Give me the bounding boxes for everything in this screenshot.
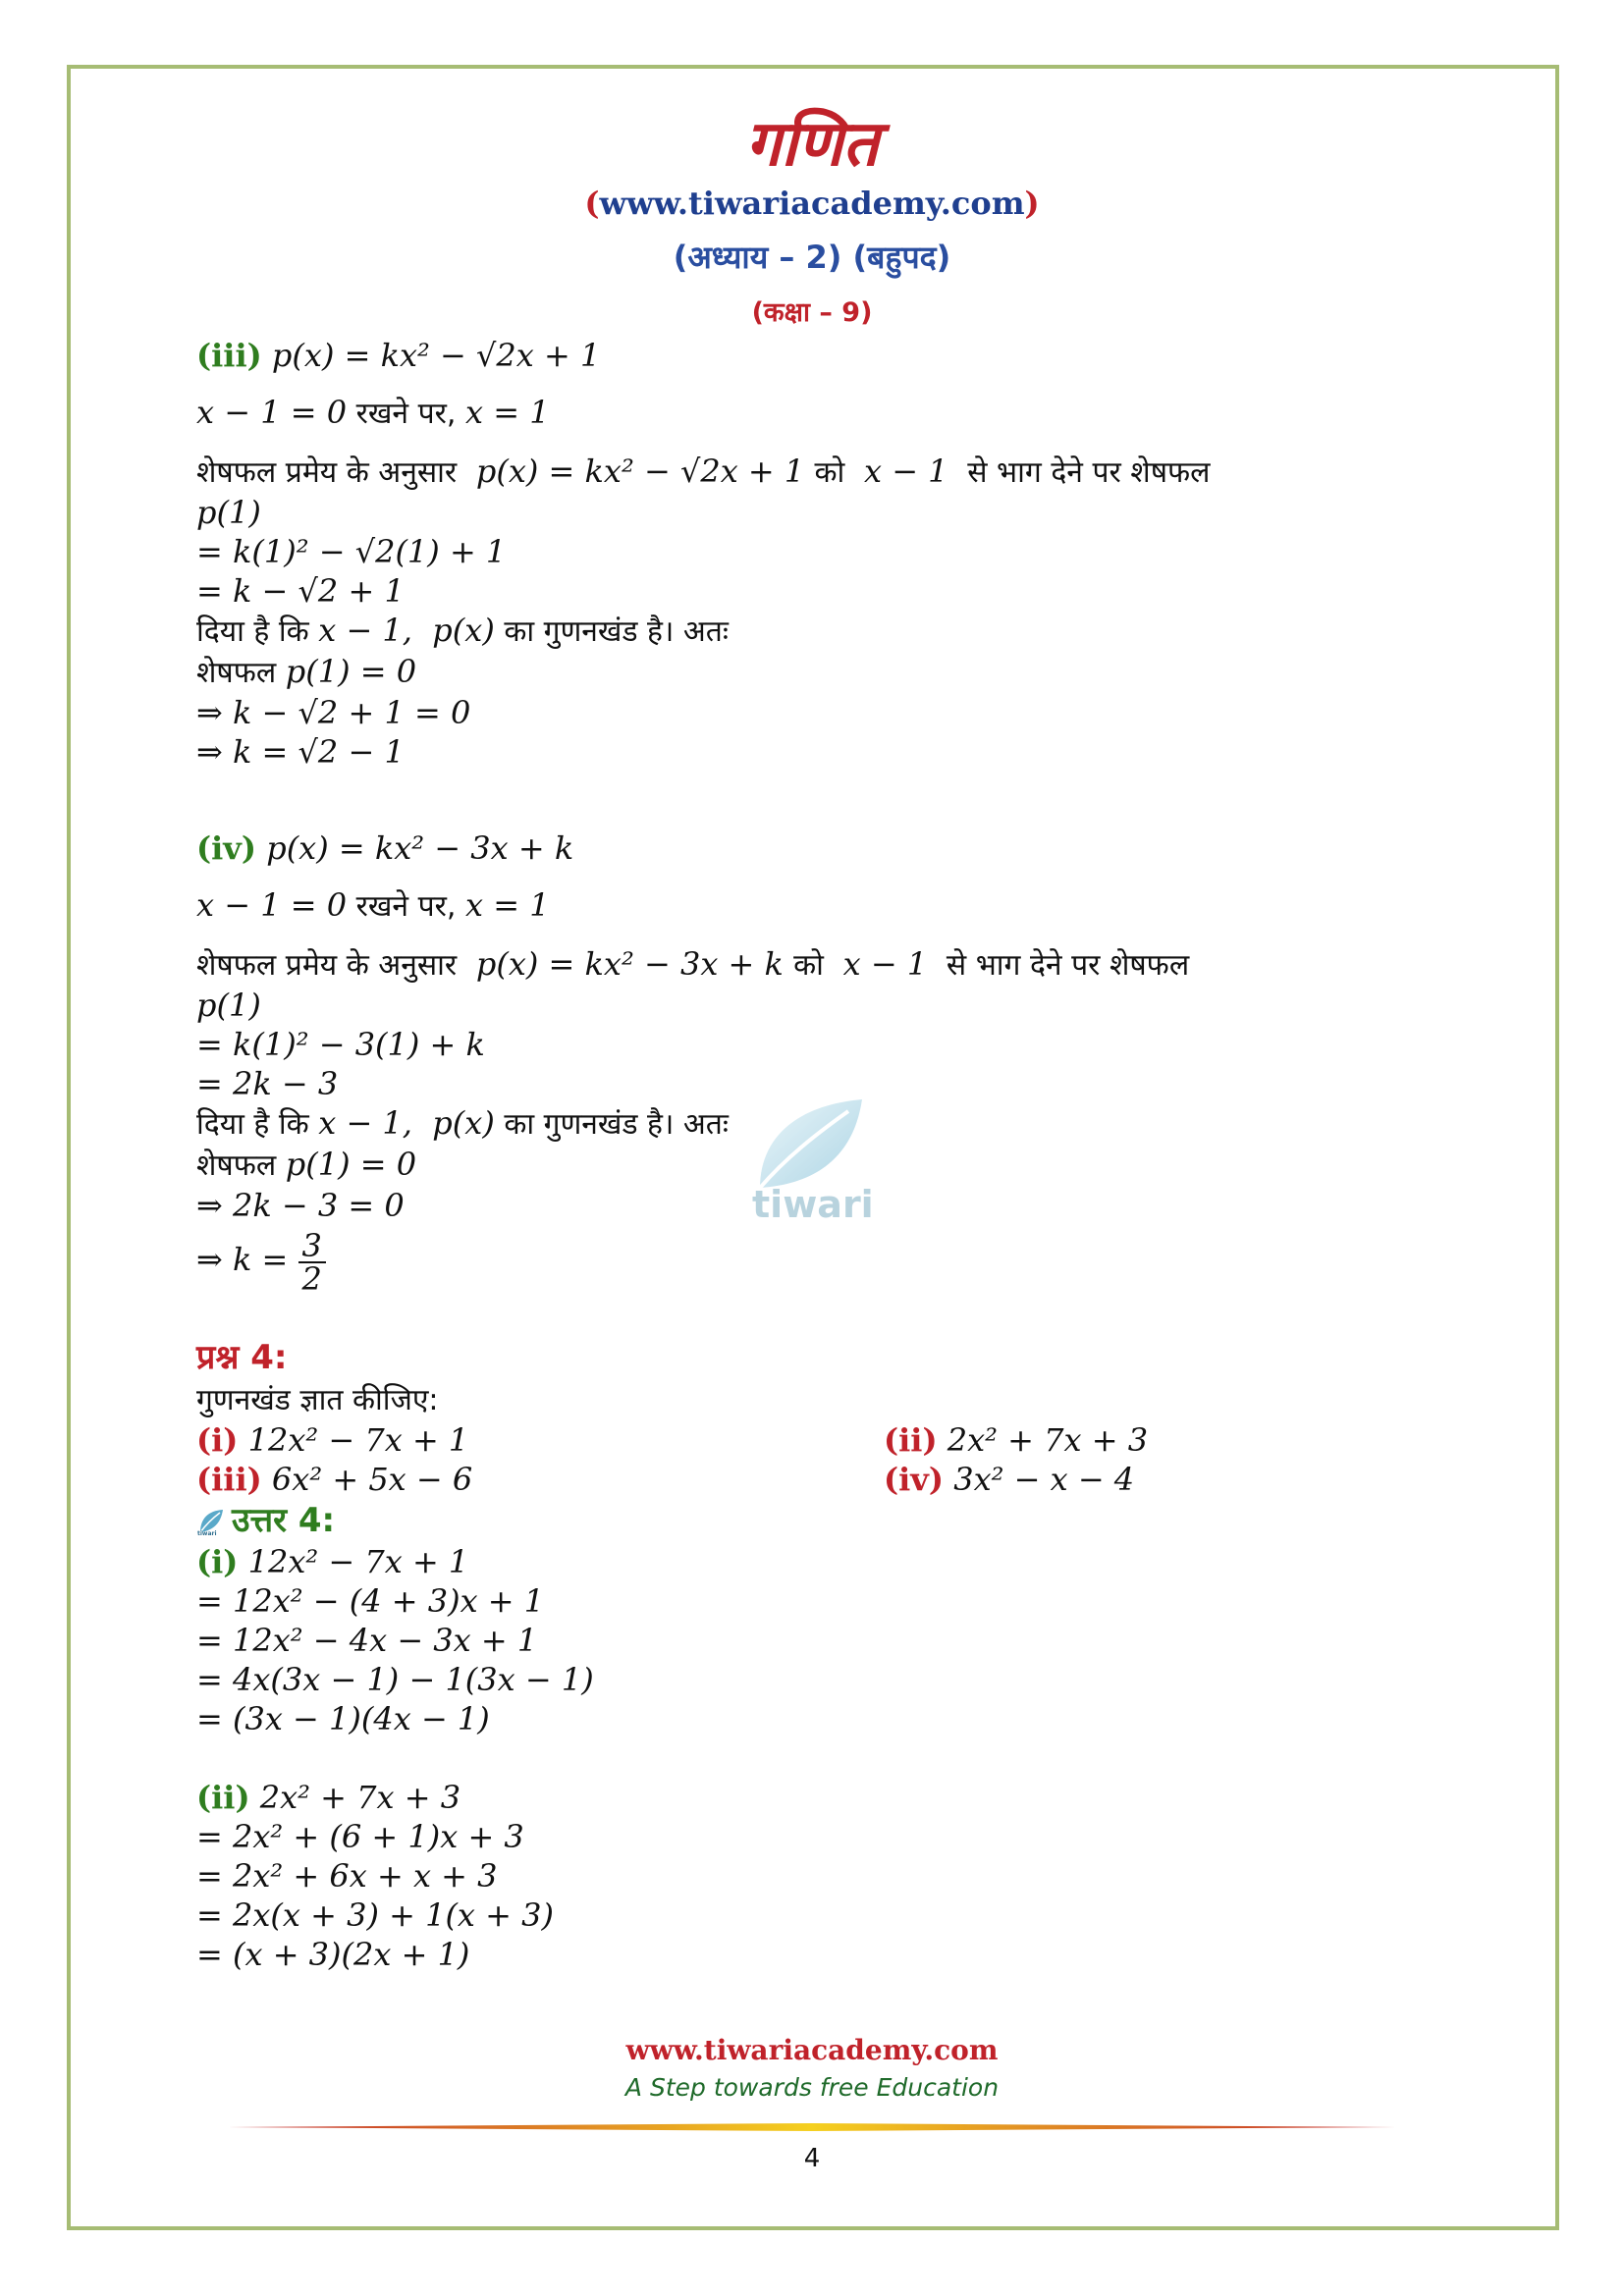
fraction-three-halves: [298, 1226, 326, 1298]
footer-divider: [228, 2122, 1396, 2132]
question-4-prompt: गुणनखंड ज्ञात कीजिए:: [196, 1382, 439, 1417]
answer-part-i-heading: [196, 1542, 1355, 1581]
question-4-item: [884, 1460, 1134, 1499]
question-4-row: [196, 1420, 1355, 1460]
question-item-expr: 6x² + 5x − 6: [271, 1460, 473, 1498]
part-iii-step: = k(1)² − √2(1) + 1: [196, 533, 507, 570]
answer-part-ii-step: = (x + 3)(2x + 1): [196, 1935, 470, 1973]
part-iv-given-text: दिया है कि: [196, 1107, 319, 1142]
part-iv-remainder-text: शेषफल: [196, 1148, 286, 1183]
answer-part-i-step: = 4x(3x − 1) − 1(3x − 1): [196, 1660, 594, 1698]
part-iii-sub-val: x = 1: [465, 394, 550, 431]
question-item-expr: 2x² + 7x + 3: [947, 1420, 1149, 1459]
leaf-icon: [196, 1507, 226, 1536]
tiwari-watermark-logo: [746, 1090, 874, 1227]
part-iii-sub-text: रखने पर,: [347, 397, 465, 431]
chapter-title: (अध्याय – 2) (बहुपद): [673, 239, 951, 276]
answer-part-i-step: = 12x² − (4 + 3)x + 1: [196, 1581, 545, 1620]
part-iii-given-text: दिया है कि: [196, 614, 319, 649]
part-iv-theorem-text: शेषफल प्रमेय के अनुसार: [196, 948, 466, 983]
part-iii-sub-eq: x − 1 = 0: [196, 394, 348, 431]
part-iv-sub-text: रखने पर,: [347, 889, 465, 924]
question-item-label: (iv): [884, 1460, 945, 1498]
part-iv-sub-eq: x − 1 = 0: [196, 886, 348, 924]
part-iv-result-lhs: ⇒ k =: [196, 1241, 298, 1278]
part-iii-result: ⇒ k = √2 − 1: [196, 733, 405, 771]
part-iv-theorem-expr: p(x) = kx² − 3x + k: [465, 945, 794, 983]
part-iii-step: = k − √2 + 1: [196, 572, 405, 610]
part-iv-given-rest: का गुणनखंड है। अतः: [494, 1107, 729, 1142]
part-iv-heading: [196, 828, 1355, 868]
part-iv-theorem-line: [196, 944, 1355, 986]
class-label: (कक्षा – 9): [751, 297, 873, 328]
question-4-heading: प्रश्न 4:: [196, 1337, 288, 1377]
answer-part-i-expr: 12x² − 7x + 1: [247, 1542, 469, 1580]
part-iv-remainder-eq: p(1) = 0: [285, 1146, 417, 1183]
footer-website-link[interactable]: www.tiwariacademy.com: [625, 2034, 999, 2066]
question-4-item: [196, 1460, 1355, 1499]
answer-part-ii-expr: 2x² + 7x + 3: [259, 1778, 461, 1816]
part-iv-theorem-ko: को: [793, 948, 834, 983]
page-title: गणित: [745, 108, 879, 181]
part-iv-step: p(1): [196, 987, 261, 1024]
page-number: 4: [803, 2144, 821, 2173]
part-iv-theorem-rest: से भाग देने पर शेषफल: [937, 948, 1190, 983]
leaf-icon-label: tiwari: [197, 1530, 217, 1536]
part-iii-step: p(1): [196, 494, 261, 531]
part-iii-theorem-ko: को: [814, 455, 854, 490]
fraction-denominator: 2: [301, 1259, 322, 1298]
question-item-label: (i): [196, 1420, 239, 1459]
answer-part-ii-step: = 2x(x + 3) + 1(x + 3): [196, 1896, 554, 1934]
fraction-numerator: 3: [298, 1230, 326, 1263]
answer-part-ii-step: = 2x² + (6 + 1)x + 3: [196, 1817, 524, 1855]
answer-part-ii-step: = 2x² + 6x + x + 3: [196, 1856, 498, 1895]
part-iv-expr: p(x) = kx² − 3x + k: [266, 829, 574, 867]
question-4-item: [884, 1420, 1148, 1460]
question-4-item: [196, 1420, 1355, 1460]
part-iii-substitution: [196, 393, 1355, 434]
part-iv-theorem-divisor: x − 1: [833, 945, 938, 983]
answer-part-ii-label: (ii): [196, 1778, 250, 1816]
site-close-paren: ): [1024, 185, 1040, 222]
part-iv-step: ⇒ 2k − 3 = 0: [196, 1187, 405, 1224]
answer-4-heading-text: उत्तर 4:: [232, 1500, 336, 1540]
part-iii-theorem-expr: p(x) = kx² − √2x + 1: [465, 453, 815, 490]
part-iii-theorem-rest: से भाग देने पर शेषफल: [957, 455, 1211, 490]
part-iii-theorem-divisor: x − 1: [853, 453, 958, 490]
part-iv-given-expr: x − 1, p(x): [318, 1104, 495, 1142]
part-iv-step: = 2k − 3: [196, 1065, 339, 1102]
answer-4-heading: [196, 1499, 1355, 1542]
part-iv-substitution: [196, 885, 1355, 927]
part-iv-result: [196, 1225, 1355, 1298]
question-item-label: (ii): [884, 1420, 938, 1459]
question-item-expr: 3x² − x − 4: [953, 1460, 1135, 1498]
answer-part-i-label: (i): [196, 1542, 239, 1580]
part-iii-expr: p(x) = kx² − √2x + 1: [271, 337, 601, 374]
header-website: [0, 185, 1624, 222]
footer-tagline: A Step towards free Education: [624, 2073, 1000, 2102]
part-iii-remainder-line: [196, 652, 1355, 693]
part-iii-given-expr: x − 1, p(x): [318, 612, 495, 649]
part-iv-label: (iv): [196, 829, 257, 867]
answer-part-ii-heading: [196, 1778, 1355, 1817]
question-item-expr: 12x² − 7x + 1: [247, 1420, 469, 1459]
part-iv-sub-val: x = 1: [465, 886, 550, 924]
answer-part-i-step: = (3x − 1)(4x − 1): [196, 1699, 490, 1737]
part-iii-given-line: [196, 611, 1355, 652]
part-iii-label: (iii): [196, 337, 262, 374]
question-4-row: [196, 1460, 1355, 1499]
part-iv-step: = k(1)² − 3(1) + k: [196, 1026, 485, 1063]
part-iii-theorem-line: [196, 452, 1355, 493]
question-item-label: (iii): [196, 1460, 262, 1498]
answer-part-i-step: = 12x² − 4x − 3x + 1: [196, 1621, 538, 1659]
part-iii-given-rest: का गुणनखंड है। अतः: [494, 614, 729, 649]
header-website-link[interactable]: www.tiwariacademy.com: [599, 185, 1025, 222]
part-iii-remainder-eq: p(1) = 0: [285, 653, 417, 690]
watermark-text: tiwari: [752, 1183, 874, 1226]
part-iii-step: ⇒ k − √2 + 1 = 0: [196, 694, 471, 731]
part-iii-heading: [196, 336, 1355, 375]
part-iii-remainder-text: शेषफल: [196, 656, 286, 690]
site-open-paren: (: [584, 185, 600, 222]
part-iii-theorem-text: शेषफल प्रमेय के अनुसार: [196, 455, 466, 490]
